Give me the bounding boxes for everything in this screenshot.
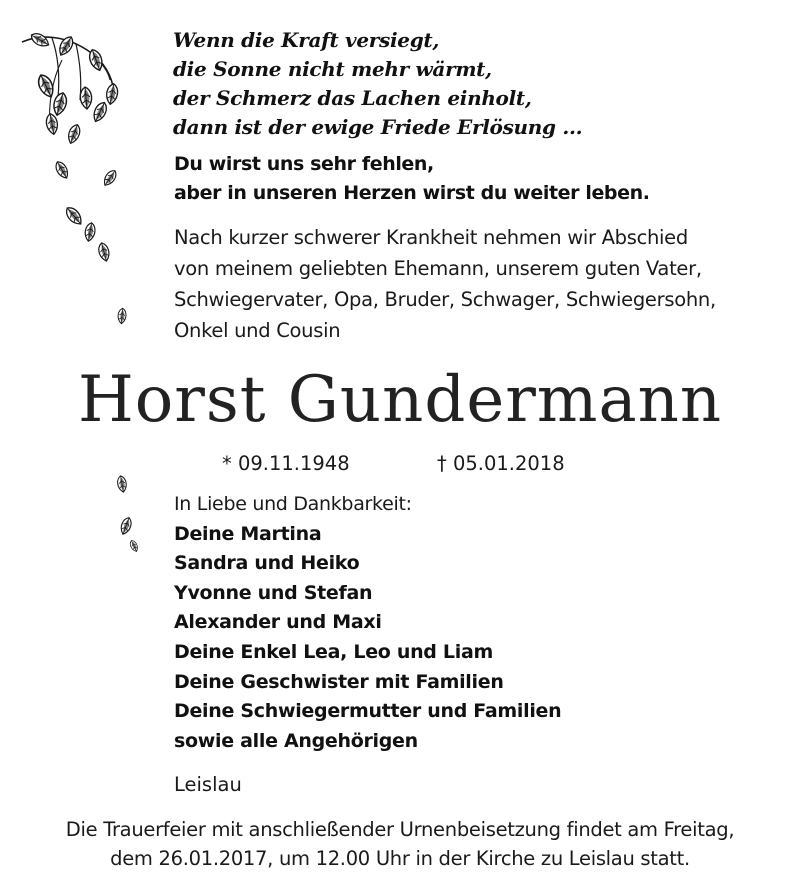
poem-line: der Schmerz das Lachen einholt,	[173, 86, 532, 110]
mourners-list	[174, 490, 561, 756]
announcement-line: von meinem geliebten Ehemann, unserem guten Vater,	[174, 257, 702, 280]
mourner: Yvonne und Stefan	[174, 581, 373, 604]
mourner: Alexander und Maxi	[174, 611, 382, 634]
mourner: Deine Geschwister mit Familien	[174, 670, 504, 693]
farewell-line: Du wirst uns sehr fehlen,	[174, 153, 434, 175]
mourner: Deine Schwiegermutter und Familien	[174, 700, 562, 723]
mourner: Deine Enkel Lea, Leo und Liam	[174, 640, 493, 663]
announcement-line: Nach kurzer schwerer Krankheit nehmen wir Abschied	[174, 226, 688, 249]
poem	[173, 26, 582, 142]
deceased-name: Horst Gundermann	[77, 363, 723, 437]
mourner: sowie alle Angehörigen	[174, 729, 418, 752]
mourners-heading: In Liebe und Dankbarkeit:	[174, 493, 412, 515]
announcement-text	[174, 222, 716, 346]
birch-leaves-icon	[0, 0, 170, 560]
poem-line: Wenn die Kraft versiegt,	[173, 28, 440, 52]
farewell-line: aber in unseren Herzen wirst du weiter leben.	[174, 182, 650, 204]
poem-line: dann ist der ewige Friede Erlösung ...	[173, 115, 583, 139]
ceremony-line: dem 26.01.2017, um 12.00 Uhr in der Kirche zu Leislau statt.	[110, 847, 690, 870]
birth-date: * 09.11.1948	[222, 452, 350, 475]
place-name: Leislau	[174, 773, 242, 796]
announcement-line: Schwiegervater, Opa, Bruder, Schwager, Schwiegersohn,	[174, 288, 716, 311]
mourner: Deine Martina	[174, 522, 322, 545]
farewell-text	[174, 150, 650, 208]
poem-line: die Sonne nicht mehr wärmt,	[173, 57, 492, 81]
death-date: † 05.01.2018	[437, 452, 565, 475]
ceremony-info	[0, 815, 800, 873]
announcement-line: Onkel und Cousin	[174, 319, 341, 342]
ceremony-line: Die Trauerfeier mit anschließender Urnenbeisetzung findet am Freitag,	[65, 818, 735, 841]
mourner: Sandra und Heiko	[174, 552, 360, 575]
